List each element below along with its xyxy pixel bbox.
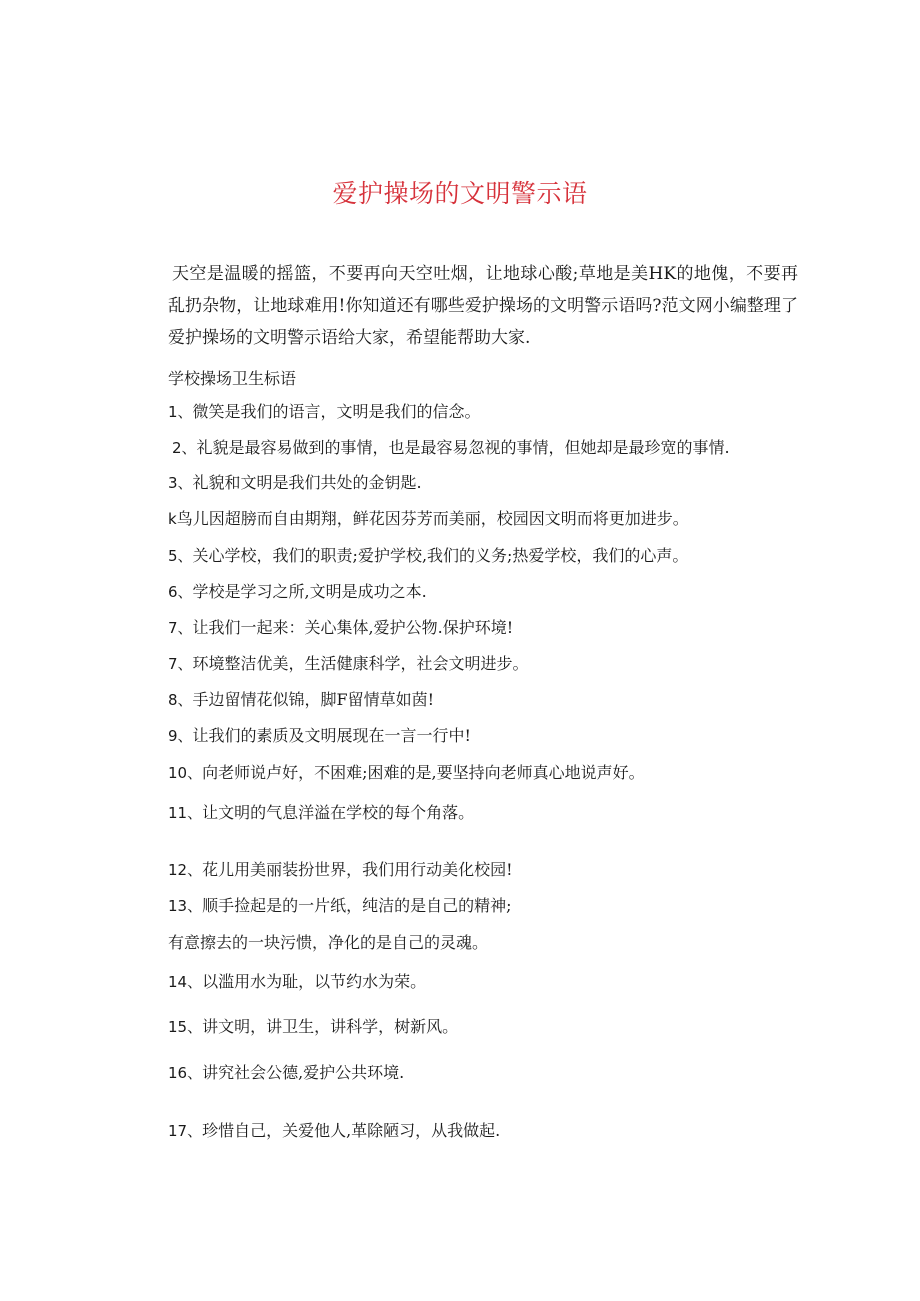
slogan-text: 学校是学习之所,文明是成功之本.: [192, 582, 427, 601]
slogan-line: [168, 762, 645, 784]
slogan-number: 11、: [168, 804, 203, 822]
slogan-text: 环境整洁优美，生活健康科学，社会文明进步。: [192, 654, 529, 673]
slogan-text: 让文明的气息洋溢在学校的每个角落。: [202, 803, 475, 822]
slogan-text: 微笑是我们的语言，文明是我们的信念。: [192, 402, 481, 421]
slogan-text: 向老师说卢好，不困难;困难的是,要坚持向老师真心地说声好。: [202, 763, 645, 782]
slogan-line: [168, 508, 689, 530]
slogan-text: 礼貌是最容易做到的事情，也是最容易忽视的事情，但她却是最珍宽的事情.: [196, 438, 730, 457]
slogan-line: [168, 1120, 500, 1142]
slogan-number: 7、: [168, 655, 193, 673]
slogan-text: 有意擦去的一块污愦，净化的是自己的灵魂。: [168, 933, 489, 952]
slogan-text: 花儿用美丽装扮世界，我们用行动美化校园!: [202, 860, 513, 879]
slogan-number: 2、: [172, 439, 197, 457]
slogan-number: 5、: [168, 547, 193, 565]
slogan-line: [168, 859, 513, 881]
slogan-line: [168, 653, 529, 675]
slogan-number: 7、: [168, 619, 193, 637]
slogan-line: [168, 1062, 404, 1084]
slogan-number: 13、: [168, 897, 203, 915]
slogan-line: [168, 1016, 458, 1038]
slogan-text: 鸟儿因超膀而自由期翔，鲜花因芬芳而美丽，校园因文明而将更加进步。: [176, 509, 689, 528]
slogan-number: 9、: [168, 727, 193, 745]
slogan-number: 12、: [168, 861, 203, 879]
slogan-text: 讲究社会公德,爱护公共环境.: [202, 1063, 405, 1082]
document-title: 爱护操场的文明警示语: [332, 179, 588, 208]
slogan-line: [168, 802, 474, 824]
section-heading: 学校操场卫生标语: [168, 369, 297, 388]
slogan-line: [168, 581, 427, 603]
slogan-line: [168, 971, 426, 993]
slogan-number: k: [168, 510, 177, 528]
slogan-line: [168, 545, 688, 567]
intro-paragraph: 天空是温暖的摇篮，不要再向天空吐烟，让地球心酸;草地是美HK的地傀，不要再乱扔杂物，让地球难用!你知道还有哪些爱护操场的文明警示语吗?范文网小编整理了爱护操场的文明警示语给大家，希望能帮助大家.: [168, 264, 798, 348]
slogan-line: [168, 689, 434, 711]
slogan-line: [168, 932, 488, 954]
slogan-line: [168, 725, 471, 747]
slogan-number: 1、: [168, 403, 193, 421]
slogan-line: [168, 401, 481, 423]
slogan-text: 以滥用水为耻，以节约水为荣。: [202, 972, 427, 991]
slogan-line: [168, 617, 513, 639]
slogan-number: 10、: [168, 764, 203, 782]
slogan-number: 17、: [168, 1122, 203, 1140]
slogan-line: [172, 437, 730, 459]
slogan-line: [168, 472, 422, 494]
slogan-line: [168, 895, 512, 917]
slogan-text: 珍惜自己，关爱他人,革除陋习，从我做起.: [202, 1121, 501, 1140]
slogan-text: 手边留情花似锦，脚F留情草如茵!: [192, 690, 435, 709]
slogan-text: 让我们一起来：关心集体,爱护公物.保护环境!: [192, 618, 514, 637]
slogan-text: 让我们的素质及文明展现在一言一行中!: [192, 726, 471, 745]
slogan-number: 15、: [168, 1018, 203, 1036]
slogan-number: 14、: [168, 973, 203, 991]
slogan-number: 6、: [168, 583, 193, 601]
slogan-text: 关心学校，我们的职责;爱护学校,我们的义务;热爱学校，我们的心声。: [192, 546, 689, 565]
slogan-text: 顺手捡起是的一片纸，纯洁的是自己的精神;: [202, 896, 512, 915]
slogan-number: 3、: [168, 474, 193, 492]
slogan-number: 16、: [168, 1064, 203, 1082]
slogan-text: 礼貌和文明是我们共处的金钥匙.: [192, 473, 422, 492]
slogan-text: 讲文明，讲卫生，讲科学，树新风。: [202, 1017, 459, 1036]
slogan-number: 8、: [168, 691, 193, 709]
